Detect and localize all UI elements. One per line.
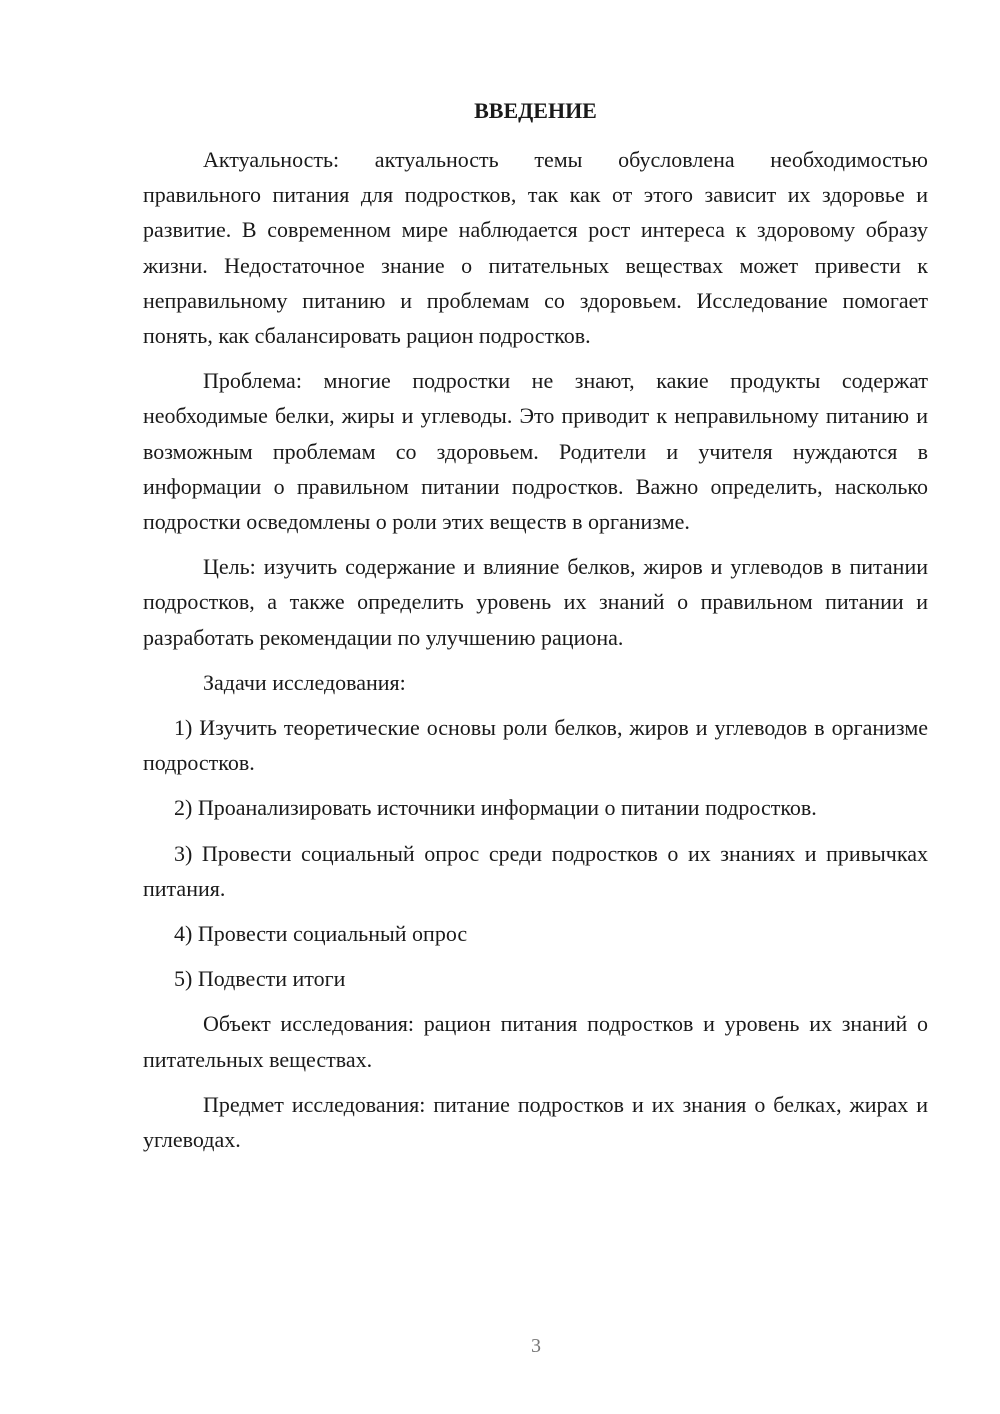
page-title: ВВЕДЕНИЕ <box>474 98 597 123</box>
paragraph-research-subject: Предмет исследования: питание подростков и их знания о белках, жирах и углеводах. <box>143 1091 928 1153</box>
paragraph-relevance: Актуальность: актуальность темы обусловлена необходимостью правильного питания для подростков, так как от этого зависит их здоровье и развитие. В современном мире наблюдается рост интереса к здоровому образу жизни. Недостаточное знание о питательных веществах может привести к неправильному питанию и проблемам со здоровьем. Исследование помогает понять, как сбалансировать рацион подростков. <box>143 147 928 349</box>
paragraph-research-object: Объект исследования: рацион питания подростков и уровень их знаний о питательных веществах. <box>143 1011 928 1072</box>
paragraph-problem: Проблема: многие подростки не знают, какие продукты содержат необходимые белки, жиры и углеводы. Это приводит к неправильному питанию и возможным проблемам со здоровьем. Родители и учителя нуждаются в информации о правильном питании подростков. Важно определить, насколько подростки осведомлены о роли этих веществ в организме. <box>143 368 928 535</box>
page-number: 3 <box>531 1335 541 1357</box>
task-item-3: 3) Провести социальный опрос среди подростков о их знаниях и привычках питания. <box>143 840 928 901</box>
task-item-5: 5) Подвести итоги <box>174 966 346 992</box>
task-item-2: 2) Проанализировать источники информации о питании подростков. <box>174 795 817 821</box>
paragraph-goal: Цель: изучить содержание и влияние белков, жиров и углеводов в питании подростков, а также определить уровень их знаний о правильном питании и разработать рекомендации по улучшению рациона. <box>143 554 928 650</box>
task-item-1: 1) Изучить теоретические основы роли белков, жиров и углеводов в организме подростков. <box>143 715 928 776</box>
paragraph-tasks-heading: Задачи исследования: <box>203 669 406 695</box>
task-item-4: 4) Провести социальный опрос <box>174 921 468 947</box>
document-body <box>143 142 928 1167</box>
